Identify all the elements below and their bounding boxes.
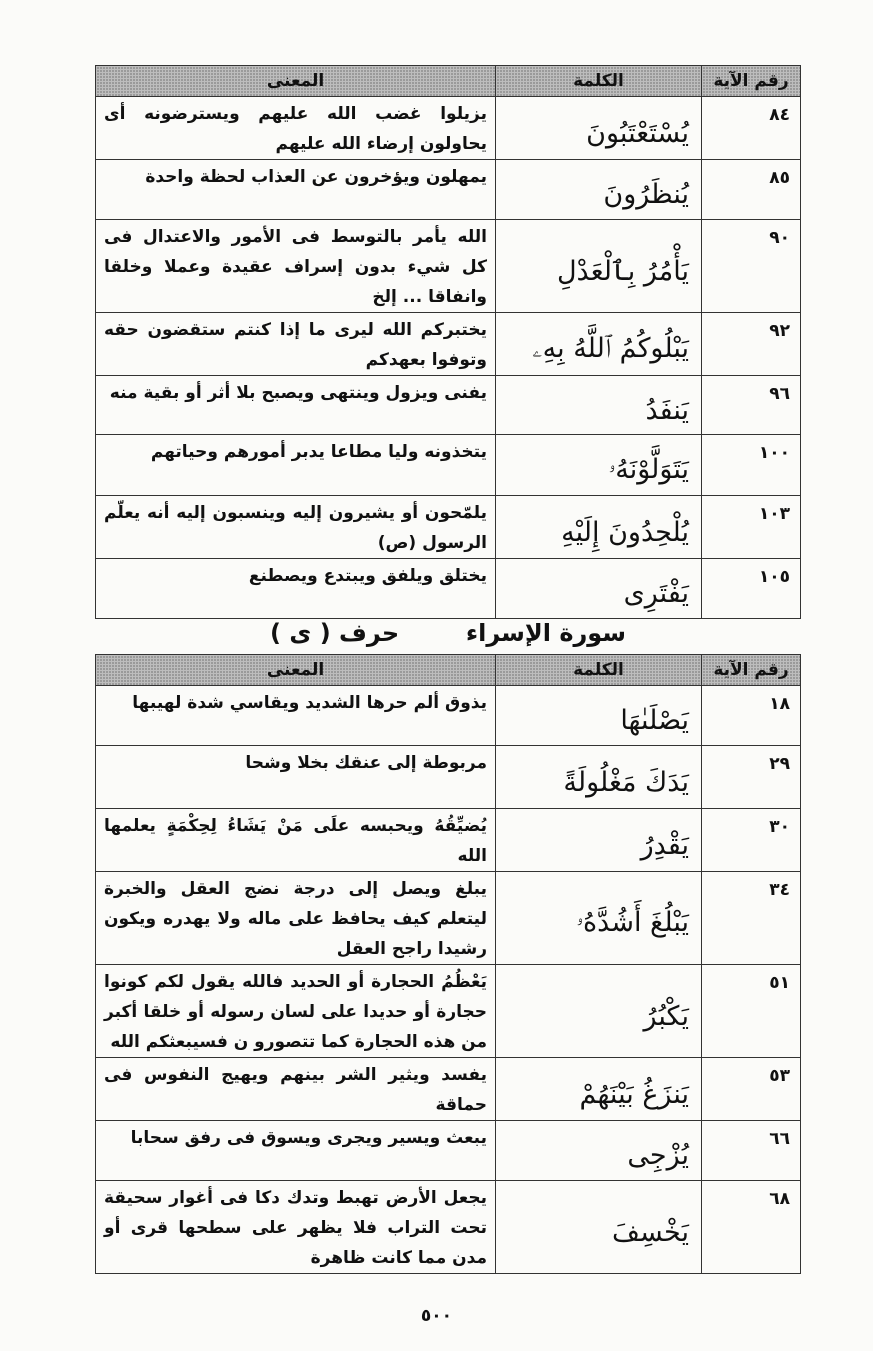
verse-number: ٥٣	[702, 1058, 801, 1121]
word-meaning: يبعث ويسير ويجرى ويسوق فى رفق سحابا	[96, 1121, 496, 1181]
table-row	[96, 686, 801, 746]
table-row	[96, 1121, 801, 1181]
word-meaning: يختلق ويلفق ويبتدع ويصطنع	[96, 559, 496, 619]
quran-word: يَخْسِفَ	[496, 1181, 702, 1274]
table-row	[96, 313, 801, 376]
surah-title: سورة الإسراء	[465, 619, 626, 647]
header-meaning: المعنى	[96, 655, 496, 686]
quran-word: يَتَوَلَّوْنَهُۥ	[496, 435, 702, 496]
quran-word: يَبْلُوكُمُ ٱللَّهُ بِهِۦ	[496, 313, 702, 376]
verse-number: ٥١	[702, 965, 801, 1058]
table-row	[96, 435, 801, 496]
quran-word: يُزْجِى	[496, 1121, 702, 1181]
quran-word: يَفْتَرِى	[496, 559, 702, 619]
word-meaning: يفسد ويثير الشر بينهم ويهيج النفوس فى حماقة	[96, 1058, 496, 1121]
word-meaning: يذوق ألم حرها الشديد ويقاسي شدة لهيبها	[96, 686, 496, 746]
page-number: ٥٠٠	[420, 1306, 453, 1326]
verse-number: ٦٦	[702, 1121, 801, 1181]
word-meaning: يزيلوا غضب الله عليهم ويسترضونه أى يحاولون إرضاء الله عليهم	[96, 97, 496, 160]
word-meaning: يتخذونه وليا مطاعا يدبر أمورهم وحياتهم	[96, 435, 496, 496]
header-word: الكلمة	[496, 655, 702, 686]
word-meaning: يُضيِّقُهُ ويحبسه علَى مَنْ يَشَاءُ لِحِكْمَةٍ يعلمها الله	[96, 809, 496, 872]
table-row	[96, 965, 801, 1058]
quran-word: يَكْبُرُ	[496, 965, 702, 1058]
verse-number: ٩٢	[702, 313, 801, 376]
verse-number: ١٨	[702, 686, 801, 746]
verse-number: ٩٠	[702, 220, 801, 313]
word-meaning: يبلغ ويصل إلى درجة نضج العقل والخبرة ليتعلم كيف يحافظ على ماله ولا يهدره ويكون رشيدا راجح العقل	[96, 872, 496, 965]
table-row	[96, 1181, 801, 1274]
verse-number: ٢٩	[702, 746, 801, 809]
word-meaning: يجعل الأرض تهبط وتدك دكا فى أغوار سحيقة تحت التراب فلا يظهر على سطحها قرى أو مدن مما كانت ظاهرة	[96, 1181, 496, 1274]
verse-number: ٦٨	[702, 1181, 801, 1274]
table-header-row	[96, 655, 801, 686]
verse-number: ٨٥	[702, 160, 801, 220]
letter-title: حرف ( ى )	[270, 619, 400, 647]
glossary-table-2	[95, 654, 801, 1274]
quran-word: يَنفَدُ	[496, 376, 702, 435]
word-meaning: يمهلون ويؤخرون عن العذاب لحظة واحدة	[96, 160, 496, 220]
table-row	[96, 220, 801, 313]
table-row	[96, 376, 801, 435]
glossary-table-1	[95, 65, 801, 619]
quran-word: يَقْدِرُ	[496, 809, 702, 872]
table-header-row	[96, 66, 801, 97]
verse-number: ٣٠	[702, 809, 801, 872]
word-meaning: يَعْظُمُ الحجارة أو الحديد فالله يقول لكم كونوا حجارة أو حديدا على لسان رسوله أو خلقا أكبر من هذه الحجارة كما تتصورو ن فسيبعثكم الله	[96, 965, 496, 1058]
header-meaning: المعنى	[96, 66, 496, 97]
header-word: الكلمة	[496, 66, 702, 97]
table-row	[96, 97, 801, 160]
table-row	[96, 160, 801, 220]
quran-word: يَبْلُغَ أَشُدَّهُۥ	[496, 872, 702, 965]
verse-number: ١٠٣	[702, 496, 801, 559]
section-heading	[95, 616, 801, 650]
quran-word: يَنزَغُ بَيْنَهُمْ	[496, 1058, 702, 1121]
quran-word: يُنظَرُونَ	[496, 160, 702, 220]
word-meaning: يلمّحون أو يشيرون إليه وينسبون إليه أنه يعلّم الرسول (ص)	[96, 496, 496, 559]
table-row	[96, 809, 801, 872]
header-verse-number: رقم الآية	[702, 66, 801, 97]
table-row	[96, 746, 801, 809]
verse-number: ٣٤	[702, 872, 801, 965]
word-meaning: مربوطة إلى عنقك بخلا وشحا	[96, 746, 496, 809]
word-meaning: الله يأمر بالتوسط فى الأمور والاعتدال فى كل شيء بدون إسراف عقيدة وعملا وخلقا وانفاقا ... إلخ	[96, 220, 496, 313]
table-row	[96, 872, 801, 965]
verse-number: ١٠٠	[702, 435, 801, 496]
quran-word: يُلْحِدُونَ إِلَيْهِ	[496, 496, 702, 559]
table-row	[96, 496, 801, 559]
quran-word: يَأْمُرُ بِٱلْعَدْلِ	[496, 220, 702, 313]
header-verse-number: رقم الآية	[702, 655, 801, 686]
word-meaning: يفنى ويزول وينتهى ويصبح بلا أثر أو بقية منه	[96, 376, 496, 435]
quran-word: يَصْلَىٰهَا	[496, 686, 702, 746]
table-row	[96, 559, 801, 619]
verse-number: ٩٦	[702, 376, 801, 435]
verse-number: ١٠٥	[702, 559, 801, 619]
quran-word: يَدَكَ مَغْلُولَةً	[496, 746, 702, 809]
word-meaning: يختبركم الله ليرى ما إذا كنتم ستقضون حقه وتوفوا بعهدكم	[96, 313, 496, 376]
table-row	[96, 1058, 801, 1121]
verse-number: ٨٤	[702, 97, 801, 160]
quran-word: يُسْتَعْتَبُونَ	[496, 97, 702, 160]
